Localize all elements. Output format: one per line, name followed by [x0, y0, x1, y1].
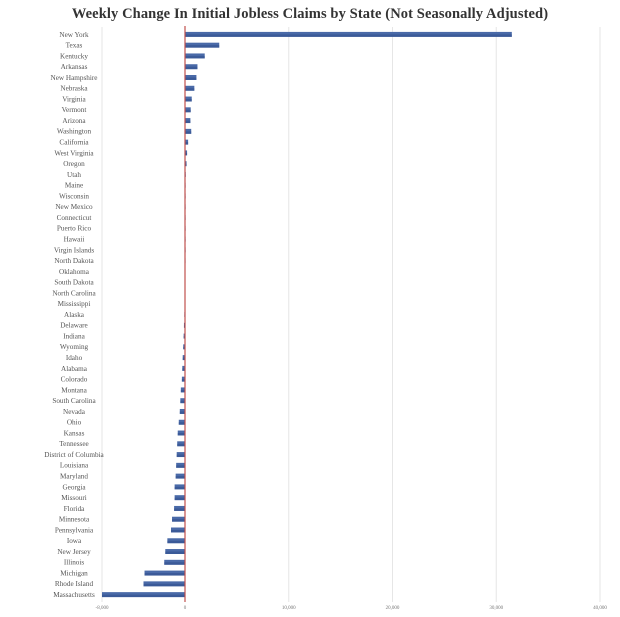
bar-shade	[177, 455, 185, 457]
bar-shade	[176, 476, 185, 478]
x-tick-label: 0	[183, 606, 187, 611]
category-label: Puerto Rico	[56, 224, 92, 233]
category-label: District of Columbia	[44, 450, 104, 459]
category-label: Missouri	[61, 494, 87, 503]
category-label: Rhode Island	[54, 580, 94, 589]
x-tick-label: 40,000	[593, 606, 607, 611]
bar-shade	[177, 444, 185, 446]
category-label: Arizona	[62, 116, 86, 125]
category-label: Ohio	[66, 418, 82, 427]
bar-shade	[185, 67, 197, 69]
category-label: Indiana	[63, 332, 85, 341]
category-label: Utah	[67, 170, 81, 179]
category-label: South Dakota	[54, 278, 94, 287]
bar-shade	[185, 45, 219, 47]
category-label: Virginia	[62, 95, 86, 104]
x-tick-label: 10,000	[281, 606, 296, 611]
category-label: Iowa	[66, 537, 82, 546]
bar-shade	[180, 411, 185, 413]
category-label: Texas	[65, 41, 83, 50]
category-label: Nebraska	[60, 84, 88, 93]
category-label: Massachusetts	[53, 591, 95, 600]
category-label: Pennsylvania	[54, 526, 94, 535]
category-label: Oregon	[63, 160, 85, 169]
bar-shade	[144, 584, 186, 586]
bar-shade	[171, 530, 185, 532]
bar-shade	[185, 88, 194, 90]
category-label: Delaware	[60, 321, 88, 330]
category-label: Alaska	[64, 310, 84, 319]
bar-shade	[167, 541, 185, 543]
chart-title: Weekly Change In Initial Jobless Claims by State (Not Seasonally Adjusted)	[71, 6, 549, 22]
category-label: Kansas	[63, 429, 85, 438]
bar-shade	[180, 401, 185, 403]
bar-shade	[176, 465, 185, 467]
category-label: Louisiana	[59, 461, 89, 470]
category-label: Florida	[63, 504, 85, 513]
bar-shade	[178, 433, 185, 435]
category-label: South Carolina	[52, 397, 96, 406]
category-label: Idaho	[65, 353, 83, 362]
category-label: Illinois	[63, 558, 85, 567]
category-label: Connecticut	[56, 213, 92, 222]
bar-shade	[172, 519, 185, 521]
category-label: Colorado	[60, 375, 88, 384]
category-label: Washington	[56, 127, 92, 136]
category-label: Hawaii	[63, 235, 85, 244]
grid-lines	[102, 27, 600, 602]
bar-shade	[175, 487, 185, 489]
bar-shade	[164, 562, 185, 564]
category-labels	[44, 31, 104, 599]
category-label: Wisconsin	[58, 192, 90, 201]
category-label: Wyoming	[59, 343, 89, 352]
category-label: New Hampshire	[50, 73, 98, 82]
category-label: New York	[59, 30, 89, 39]
bar-shade	[185, 99, 192, 101]
category-label: New Jersey	[57, 547, 91, 556]
bar-shade	[185, 34, 512, 36]
category-label: Mississippi	[57, 300, 91, 309]
category-label: Vermont	[61, 106, 87, 115]
category-label: Montana	[61, 386, 87, 395]
category-label: Georgia	[62, 483, 86, 492]
x-tick-label: 30,000	[489, 606, 504, 611]
bar-shade	[185, 121, 190, 123]
category-label: Alabama	[61, 364, 87, 373]
category-label: North Carolina	[52, 289, 96, 298]
category-label: North Dakota	[54, 257, 94, 266]
category-label: Oklahoma	[59, 267, 89, 276]
bar-shade	[174, 508, 185, 510]
category-label: New Mexico	[55, 203, 93, 212]
x-tick-label: 20,000	[385, 606, 400, 611]
bar-shade	[181, 390, 185, 392]
x-tick-labels	[96, 606, 608, 611]
category-label: West Virginia	[54, 149, 94, 158]
category-label: Arkansas	[60, 63, 88, 72]
category-label: California	[59, 138, 89, 147]
bar-shade	[179, 422, 185, 424]
category-label: Kentucky	[60, 52, 88, 61]
category-label: Tennessee	[59, 440, 89, 449]
bar-shade	[185, 110, 191, 112]
bar-shade	[165, 552, 185, 554]
bars	[102, 32, 512, 597]
category-label: Maryland	[60, 472, 88, 481]
bar-shade	[185, 56, 205, 58]
category-label: Virgin Islands	[53, 246, 95, 255]
category-label: Minnesota	[58, 515, 90, 524]
category-label: Nevada	[63, 407, 85, 416]
bar-shade	[145, 573, 185, 575]
bar-shade	[185, 77, 196, 79]
bar-shade	[102, 595, 185, 597]
category-label: Michigan	[60, 569, 88, 578]
bar-shade	[185, 131, 191, 133]
x-tick-label: -8,000	[95, 606, 109, 611]
category-label: Maine	[64, 181, 84, 190]
bar-shade	[175, 498, 185, 500]
